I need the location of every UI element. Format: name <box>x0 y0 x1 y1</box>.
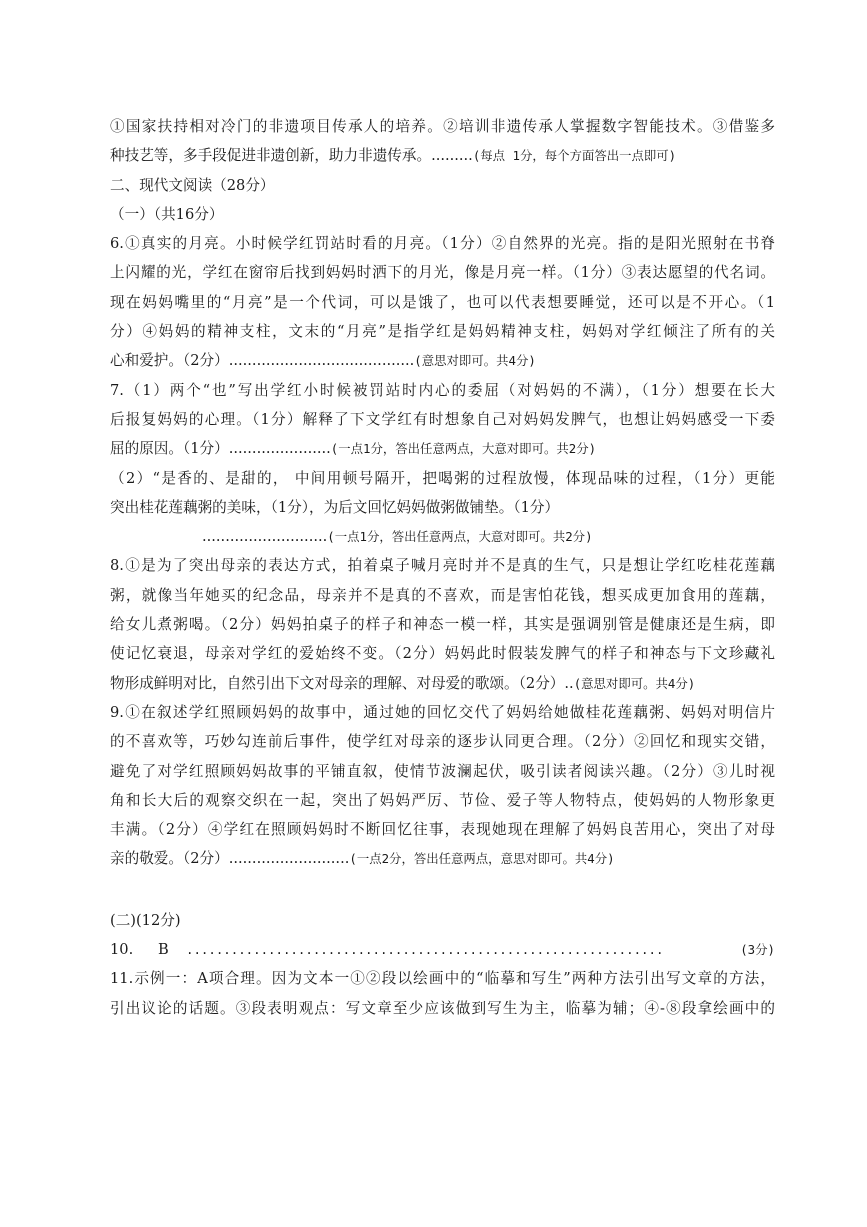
scoring-note: (每点 1分，每个方面答出一点即可) <box>472 148 677 164</box>
answer-letter: B <box>158 941 169 959</box>
text-line: 突出桂花莲藕粥的美味，（1分），为后文回忆妈妈做粥做铺垫。（1分） <box>110 498 560 516</box>
text-line <box>110 669 775 698</box>
text-line: 引出议论的话题。③段表明观点：写文章至少应该做到写生为主，临摹为辅；④-⑧段拿绘画中的 <box>110 999 775 1017</box>
text-line: 6.①真实的月亮。小时候学红罚站时看的月亮。（1分）②自然界的光亮。指的是阳光照射在书脊 <box>110 235 775 253</box>
text-line <box>110 141 775 170</box>
scoring-note: (意思对即可。共4分) <box>573 675 696 691</box>
scoring-note: (一点1分，答出任意两点，大意对即可。共2分) <box>327 529 593 545</box>
text-line: 上闪耀的光，学红在窗帘后找到妈妈时洒下的月光，像是月亮一样。（1分）③表达愿望的代名词。 <box>110 264 775 282</box>
question-10-line <box>110 935 775 964</box>
text-line <box>110 522 775 551</box>
line-text: 屈的原因。（1分）...................... <box>110 440 331 458</box>
text-line <box>110 844 775 873</box>
line-text: 物形成鲜明对比，自然引出下文对母亲的理解、对母爱的歌颂。（2分）.. <box>110 674 574 692</box>
text-line: 8.①是为了突出母亲的表达方式，拍着桌子喊月亮时并不是真的生气，只是想让学红吃桂花莲藕 <box>110 557 775 575</box>
subsection-heading: （一）（共16分） <box>110 205 224 223</box>
scoring-note: (3分) <box>740 942 775 958</box>
scoring-note: (意思对即可。共4分) <box>414 353 536 369</box>
line-text: 心和爱护。（2分）........................................ <box>110 352 415 370</box>
text-line: 9.①在叙述学红照顾妈妈的故事中，通过她的回忆交代了妈妈给她做桂花莲藕粥、妈妈对明信片 <box>110 703 775 721</box>
line-text: 亲的敬爱。（2分）.......................... <box>110 850 350 868</box>
text-line: 丰满。（2分）④学红在照顾妈妈时不断回忆往事，表现她现在理解了妈妈良苦用心，突出了对母 <box>110 821 775 839</box>
text-line <box>110 346 775 375</box>
text-line: （2）“是香的、是甜的， 中间用顿号隔开，把喝粥的过程放慢，体现品味的过程，（1分）更能 <box>110 469 775 487</box>
text-line: 角和长大后的观察交织在一起，突出了妈妈严厉、节俭、爱子等人物特点，使妈妈的人物形象更 <box>110 791 775 809</box>
section-heading: 二、现代文阅读（28分） <box>110 176 275 194</box>
line-text: 种技艺等，多手段促进非遗创新，助力非遗传承。......... <box>110 147 473 165</box>
text-line: 避免了对学红照顾妈妈故事的平铺直叙，使情节波澜起伏，吸引读者阅读兴趣。（2分）③儿时视 <box>110 762 775 780</box>
scoring-note: (一点2分，答出任意两点，意思对即可。共4分) <box>349 851 615 867</box>
text-line: ①国家扶持相对冷门的非遗项目传承人的培养。②培训非遗传承人掌握数字智能技术。③借鉴多 <box>110 118 775 135</box>
text-line: 7.（1）两个“也”写出学红小时候被罚站时内心的委屈（对妈妈的不满），（1分）想要在长大 <box>110 381 775 399</box>
scoring-note: (一点1分，答出任意两点，大意对即可。共2分) <box>330 441 597 457</box>
text-line <box>110 434 775 463</box>
text-line: 现在妈妈嘴里的“月亮”是一个代词，可以是饿了，也可以代表想要睡觉，还可以是不开心。（1 <box>110 293 775 311</box>
text-line: 11.示例一：A项合理。因为文本一①②段以绘画中的“临摹和写生”两种方法引出写文章的方法， <box>110 970 775 988</box>
text-line: 后报复妈妈的心理。（1分）解释了下文学红有时想象自己对妈妈发脾气，也想让妈妈感受一下委 <box>110 410 775 428</box>
answer-key-page <box>110 112 775 1023</box>
text-line: 分）④妈妈的精神支柱，文末的“月亮”是指学红是妈妈精神支柱，妈妈对学红倾注了所有的关 <box>110 323 775 341</box>
text-line: 粥，就像当年她买的纪念品，母亲并不是真的不喜欢，而是害怕花钱，想买成更加食用的莲藕， <box>110 586 775 604</box>
line-text: ........................... <box>202 528 328 546</box>
dot-leader: ................................................................ <box>186 942 664 958</box>
question-number: 10. <box>110 941 134 959</box>
subsection-heading: (二)(12分) <box>110 911 181 929</box>
text-line: 的不喜欢等，巧妙勾连前后事件，使学红对母亲的逐步认同更合理。（2分）②回忆和现实交错， <box>110 733 775 751</box>
spacer <box>110 874 775 906</box>
text-line: 使记忆衰退，母亲对学红的爱始终不变。（2分）妈妈此时假装发脾气的样子和神态与下文珍藏礼 <box>110 645 775 663</box>
text-line: 给女儿煮粥喝。（2分）妈妈拍桌子的样子和神态一模一样，其实是强调别管是健康还是生病，即 <box>110 616 775 634</box>
